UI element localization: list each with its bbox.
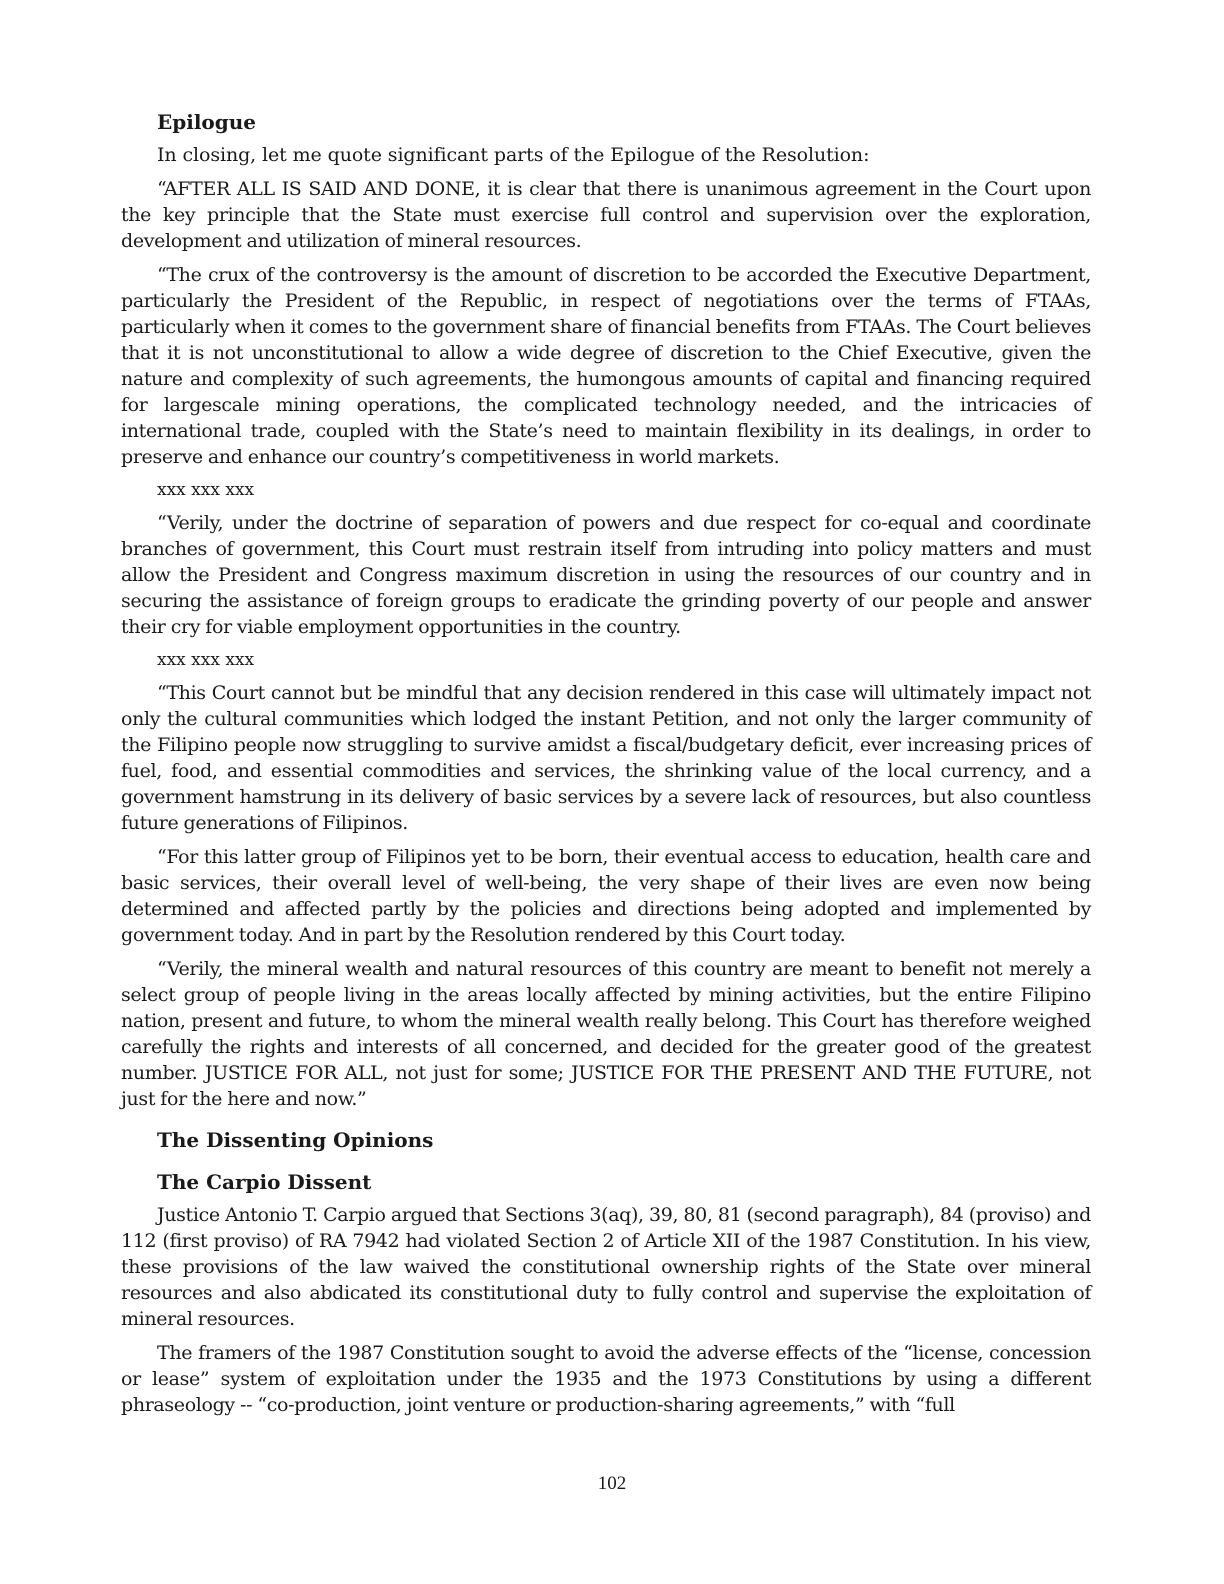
- quote-paragraph: “This Court cannot but be mindful that any decision rendered in this case will ultimately impact not only the cultural communities which lodged the instant Petition, and not only the larger community of the Filipino people now struggling to survive amidst a fiscal/budgetary deficit, ever increasing prices of fuel, food, and essential commodities and services, the shrinking value of the local currency, and a government hamstrung in its delivery of basic services by a severe lack of resources, but also countless future generations of Filipinos.: [121, 682, 1091, 834]
- elision-marker: xxx xxx xxx: [157, 480, 255, 500]
- carpio-paragraph: The framers of the 1987 Constitution sought to avoid the adverse effects of the “license, concession or lease” system of exploitation under the 1935 and the 1973 Constitutions by using a different phraseology -- “co-production, joint venture or production-sharing agreements,” with “full: [121, 1342, 1091, 1416]
- carpio-paragraph: Justice Antonio T. Carpio argued that Sections 3(aq), 39, 80, 81 (second paragraph), 84 (proviso) and 112 (first proviso) of RA 7942 had violated Section 2 of Article XII of the 1987 Constitution. In his view, these provisions of the law waived the constitutional ownership rights of the State over mineral resources and also abdicated its constitutional duty to fully control and supervise the exploitation of mineral resources.: [121, 1204, 1091, 1330]
- elision-marker: xxx xxx xxx: [157, 650, 255, 670]
- quote-paragraph: “Verily, under the doctrine of separation of powers and due respect for co-equal and coordinate branches of government, this Court must restrain itself from intruding into policy matters and must allow the President and Congress maximum discretion in using the resources of our country and in securing the assistance of foreign groups to eradicate the grinding poverty of our people and answer their cry for viable employment opportunities in the country.: [121, 512, 1091, 638]
- quote-paragraph: “For this latter group of Filipinos yet to be born, their eventual access to education, health care and basic services, their overall level of well-being, the very shape of their lives are even now being determined and affected partly by the policies and directions being adopted and implemented by government today. And in part by the Resolution rendered by this Court today.: [121, 846, 1091, 946]
- quote-paragraph: “AFTER ALL IS SAID AND DONE, it is clear that there is unanimous agreement in the Court upon the key principle that the State must exercise full control and supervision over the exploration, development and utilization of mineral resources.: [121, 178, 1091, 252]
- epilogue-heading: Epilogue: [157, 110, 257, 134]
- page-number: 102: [597, 1473, 627, 1494]
- quote-paragraph: “The crux of the controversy is the amount of discretion to be accorded the Executive Department, particularly the President of the Republic, in respect of negotiations over the terms of FTAAs, particularly when it comes to the government share of financial benefits from FTAAs. The Court believes that it is not unconstitutional to allow a wide degree of discretion to the Chief Executive, given the nature and complexity of such agreements, the humongous amounts of capital and financing required for largescale mining operations, the complicated technology needed, and the intricacies of international trade, coupled with the State’s need to maintain flexibility in its dealings, in order to preserve and enhance our country’s competitiveness in world markets.: [121, 264, 1091, 468]
- carpio-dissent-heading: The Carpio Dissent: [157, 1170, 372, 1194]
- dissenting-opinions-heading: The Dissenting Opinions: [157, 1128, 434, 1152]
- quote-paragraph: “Verily, the mineral wealth and natural resources of this country are meant to benefit not merely a select group of people living in the areas locally affected by mining activities, but the entire Filipino nation, present and future, to whom the mineral wealth really belong. This Court has therefore weighed carefully the rights and interests of all concerned, and decided for the greater good of the greatest number. JUSTICE FOR ALL, not just for some; JUSTICE FOR THE PRESENT AND THE FUTURE, not just for the here and now.”: [121, 958, 1091, 1110]
- document-body: [121, 108, 1091, 1426]
- intro-paragraph: In closing, let me quote significant parts of the Epilogue of the Resolution:: [157, 144, 870, 166]
